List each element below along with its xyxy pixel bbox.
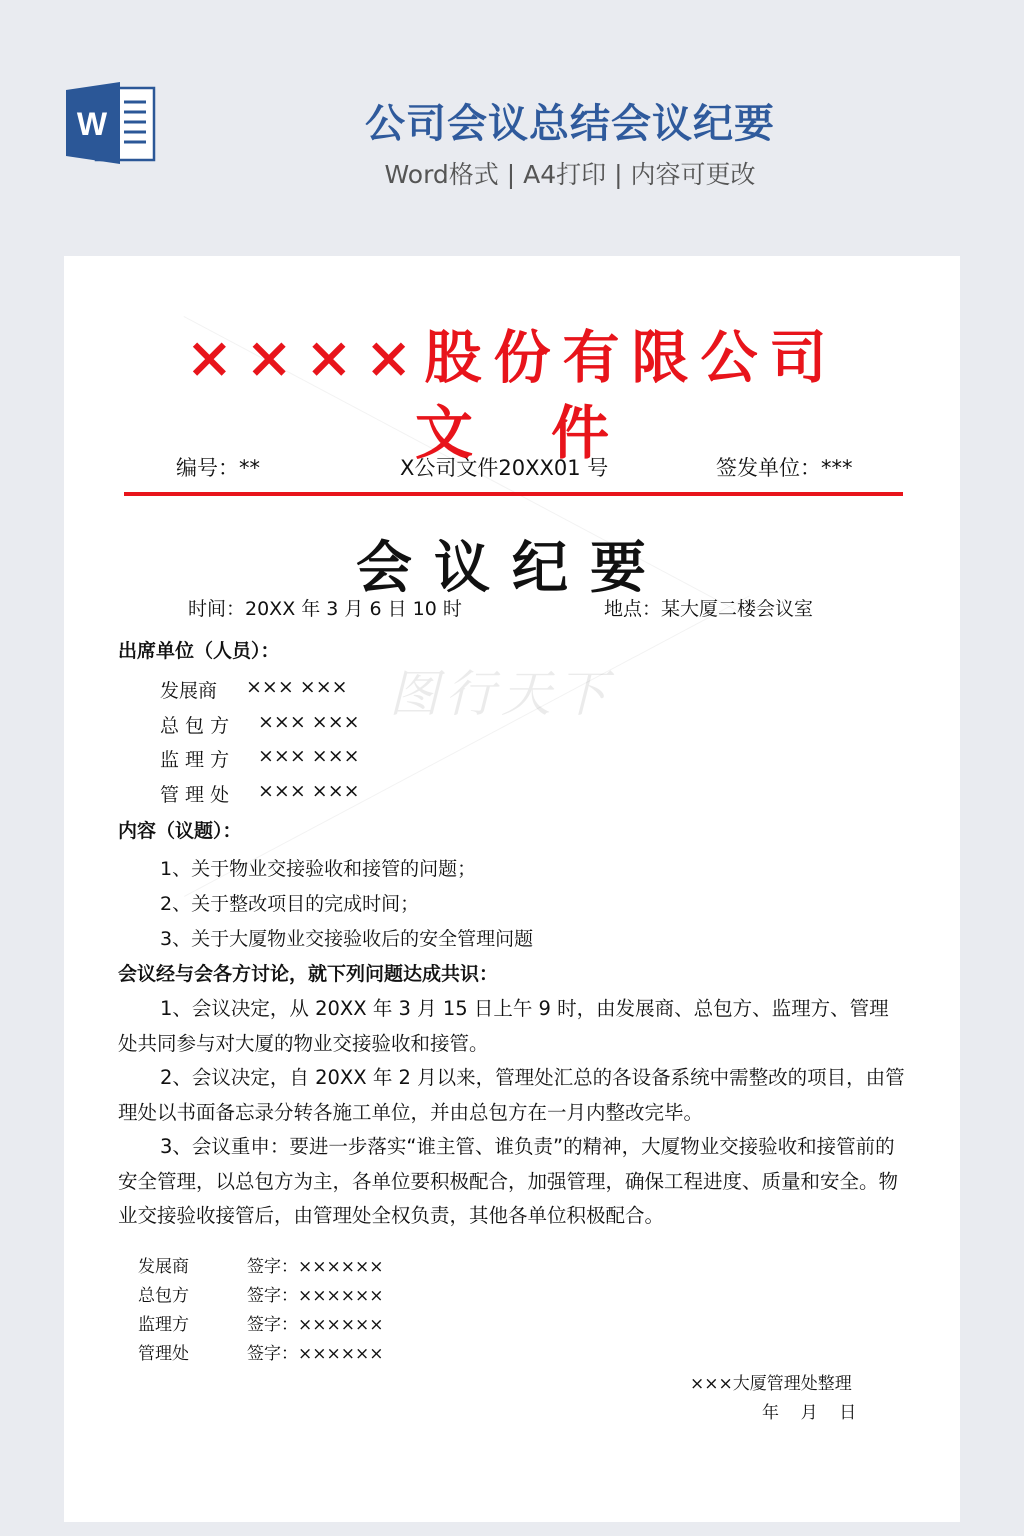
attendee-names: ××× ××× bbox=[258, 780, 360, 802]
organizer: ×××大厦管理处整理 bbox=[690, 1374, 852, 1394]
document-word-2: 件 bbox=[551, 399, 610, 467]
attendee-unit: 监 理 方 bbox=[160, 749, 230, 771]
signature-unit: 发展商 bbox=[138, 1257, 189, 1277]
file-number: X公司文件20XX01 号 bbox=[400, 456, 609, 480]
document-word-1: 文 bbox=[414, 399, 473, 467]
agenda-item: 2、关于整改项目的完成时间； bbox=[160, 893, 420, 915]
signature-line: 签字：×××××× bbox=[247, 1257, 384, 1277]
meeting-place: 地点：某大厦二楼会议室 bbox=[604, 598, 814, 620]
red-header-rule bbox=[124, 492, 903, 496]
minutes-title: 会议纪要 bbox=[356, 535, 668, 601]
agenda-item: 1、关于物业交接验收和接管的问题； bbox=[160, 858, 477, 880]
attendee-names: ××× ××× bbox=[258, 745, 360, 767]
signature-line: 签字：×××××× bbox=[247, 1286, 384, 1306]
issuing-unit: 签发单位：*** bbox=[716, 456, 853, 480]
attendee-names: ××× ××× bbox=[246, 676, 348, 698]
word-icon bbox=[66, 82, 156, 164]
consensus-heading: 会议经与会各方讨论，就下列问题达成共识： bbox=[118, 963, 499, 985]
attendee-names: ××× ××× bbox=[258, 711, 360, 733]
word-icon-letter: W bbox=[76, 106, 108, 142]
banner-title: 公司会议总结会议纪要 bbox=[365, 101, 775, 147]
signature-unit: 监理方 bbox=[138, 1315, 189, 1335]
attendee-unit: 管 理 处 bbox=[160, 784, 230, 806]
resolution-paragraph: 2、会议决定，自 20XX 年 2 月以来，管理处汇总的各设备系统中需整改的项目，由管理处以书面备忘录分转各施工单位，并由总包方在一月内整改完毕。 bbox=[118, 1066, 905, 1124]
agenda-item: 3、关于大厦物业交接验收后的安全管理问题 bbox=[160, 928, 534, 950]
attendee-unit: 发展商 bbox=[160, 680, 218, 702]
signature-line: 签字：×××××× bbox=[247, 1315, 384, 1335]
signature-unit: 管理处 bbox=[138, 1344, 189, 1364]
attendance-heading: 出席单位（人员）： bbox=[118, 640, 280, 662]
resolution-paragraph: 3、会议重申：要进一步落实“谁主管、谁负责”的精神，大厦物业交接验收和接管前的安全管理，以总包方为主，各单位要积极配合，加强管理，确保工程进度、质量和安全。物业交接验收接管后，由管理处全权负责，其他各单位积极配合。 bbox=[118, 1135, 899, 1227]
signature-unit: 总包方 bbox=[138, 1286, 189, 1306]
resolution-paragraph: 1、会议决定，从 20XX 年 3 月 15 日上午 9 时，由发展商、总包方、监理方、管理处共同参与对大厦的物业交接验收和接管。 bbox=[118, 997, 889, 1055]
attendee-unit: 总 包 方 bbox=[160, 715, 230, 737]
company-name: ××××股份有限公司 bbox=[185, 324, 839, 391]
agenda-heading: 内容（议题）： bbox=[118, 820, 242, 842]
signature-line: 签字：×××××× bbox=[247, 1344, 384, 1364]
meeting-time: 时间：20XX 年 3 月 6 日 10 时 bbox=[188, 598, 462, 620]
document-page bbox=[64, 256, 960, 1522]
doc-number: 编号：** bbox=[176, 456, 260, 480]
date-line: 年 月 日 bbox=[762, 1403, 857, 1423]
watermark-text: 图行天下 bbox=[389, 665, 613, 723]
banner-subtitle: Word格式 | A4打印 | 内容可更改 bbox=[384, 160, 756, 189]
